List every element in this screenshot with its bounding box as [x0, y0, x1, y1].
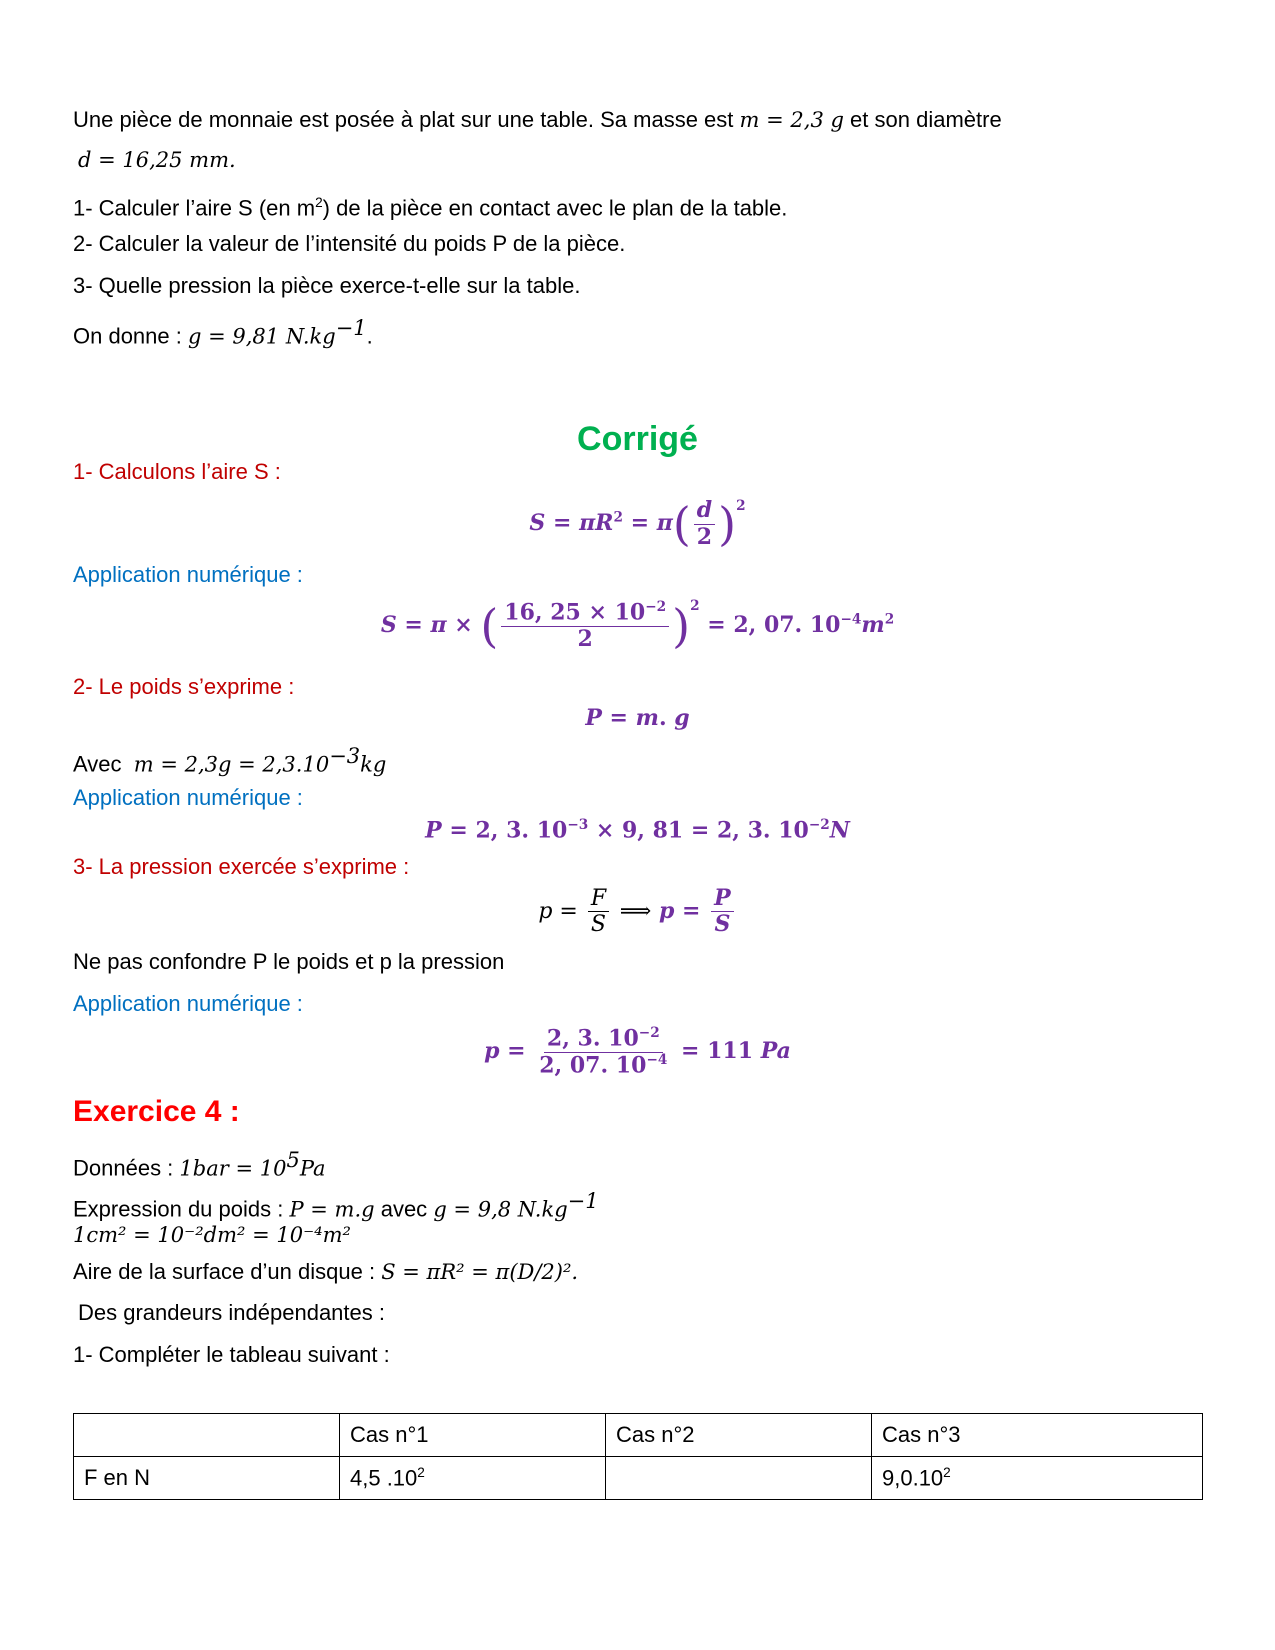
- donnees-value: 1bar = 10: [179, 1156, 287, 1181]
- correction-title: Corrigé: [577, 420, 698, 458]
- question-3: 3- Quelle pression la pièce exerce-t-elle sur la table.: [73, 273, 581, 298]
- donnees-exp: 5: [286, 1148, 300, 1172]
- poids-g: g = 9,8 N.kg: [433, 1197, 568, 1222]
- table-cell: [872, 1457, 1203, 1500]
- statement-line-1: [73, 106, 1002, 134]
- avec-line: [73, 742, 386, 778]
- question-1: [73, 189, 787, 222]
- table-cell-value: 9,0.10: [882, 1465, 944, 1491]
- equation-pressure-numeric: p = $\frac{2, 3. 10^{-2}}{2, 07. 10^{-4}}$ = 111 Pa: [484, 1025, 791, 1078]
- statement-text: Une pièce de monnaie est posée à plat sur une table. Sa masse est: [73, 107, 734, 132]
- table-header-cell: Cas n°3: [872, 1414, 1203, 1457]
- avec-exp: −3: [329, 744, 361, 768]
- aire-line: [73, 1258, 578, 1286]
- exercise-4-title: Exercice 4 :: [73, 1095, 240, 1128]
- poids-formula: P = m.g: [289, 1197, 375, 1222]
- question-1-text-end: ) de la pièce en contact avec le plan de la table.: [322, 195, 788, 221]
- equation-pressure: p = $\frac{F}{S}$ ⟹ p = $\frac{P}{S}$: [0, 886, 1275, 938]
- mass-value: m = 2,3 g: [739, 108, 844, 132]
- given-data: [73, 314, 373, 350]
- table-instruction: 1- Compléter le tableau suivant :: [73, 1342, 390, 1367]
- table-header-cell: Cas n°1: [340, 1414, 606, 1457]
- pressure-note: Ne pas confondre P le poids et p la pression: [73, 949, 505, 974]
- question-1-text: 1- Calculer l’aire S (en m: [73, 195, 316, 221]
- table-cell: [340, 1457, 606, 1500]
- table-row: [74, 1457, 1203, 1500]
- statement-text-end: et son diamètre: [850, 107, 1002, 132]
- given-exp: −1: [335, 316, 367, 340]
- table-cell: F en N: [74, 1457, 340, 1500]
- given-label: On donne :: [73, 323, 182, 349]
- table-cell-exp: 2: [417, 1464, 425, 1480]
- table-header-row: [74, 1414, 1203, 1457]
- grandeurs-line: Des grandeurs indépendantes :: [78, 1300, 385, 1325]
- table-cell-value: 4,5 .10: [350, 1465, 418, 1491]
- poids-line: [73, 1187, 599, 1223]
- table-header-cell: [74, 1414, 340, 1457]
- diameter-value: d = 16,25 mm.: [78, 148, 236, 172]
- equation-area-numeric: S = π × ( $\frac{16, 25 \times 10^{-2}}{2}$ )$^2$ = 2, 07. $10^{-4}m^2$: [380, 598, 895, 653]
- equation-weight-numeric: P = 2, 3. $10^{-3} \times 9$, 81 = 2, 3. $10^{-2}N$: [425, 817, 850, 844]
- avec-value: m = 2,3g = 2,3.10: [133, 752, 330, 777]
- table-cell-exp: 2: [943, 1464, 951, 1480]
- avec-label: Avec: [73, 751, 122, 777]
- table-header-cell: Cas n°2: [606, 1414, 872, 1457]
- aire-label: Aire de la surface d’un disque :: [73, 1259, 376, 1284]
- poids-exp: −1: [567, 1189, 599, 1213]
- unit-conversion: 1cm² = 10⁻²dm² = 10⁻⁴m²: [73, 1223, 351, 1247]
- table-cell: [606, 1457, 872, 1500]
- data-table: [73, 1413, 1203, 1500]
- question-1-sup: 2: [315, 195, 323, 210]
- step-3-heading: 3- La pression exercée s’exprime :: [73, 854, 410, 879]
- poids-avec: avec: [380, 1196, 428, 1222]
- step-2-heading: 2- Le poids s’exprime :: [73, 674, 295, 699]
- application-label-1: Application numérique :: [73, 562, 303, 587]
- question-2: 2- Calculer la valeur de l’intensité du poids P de la pièce.: [73, 231, 626, 256]
- application-label-2: Application numérique :: [73, 785, 303, 810]
- poids-label: Expression du poids :: [73, 1196, 284, 1222]
- avec-unit: kg: [360, 752, 387, 777]
- donnees-label: Données :: [73, 1155, 174, 1181]
- given-end: .: [366, 323, 373, 349]
- step-1-heading: 1- Calculons l’aire S :: [73, 459, 281, 484]
- given-value: g = 9,81 N.kg: [188, 324, 336, 349]
- application-label-3: Application numérique :: [73, 991, 303, 1016]
- donnees-unit: Pa: [299, 1156, 326, 1181]
- aire-formula: S = πR² = π(D/2)².: [381, 1260, 579, 1284]
- statement-line-2: [78, 146, 236, 174]
- equation-weight: P = m. g: [585, 705, 690, 731]
- equation-area-formula: $S = \pi R^2 = \pi$( $\frac{d}{2}$ )$^2$: [529, 497, 746, 551]
- donnees-line: [73, 1146, 326, 1182]
